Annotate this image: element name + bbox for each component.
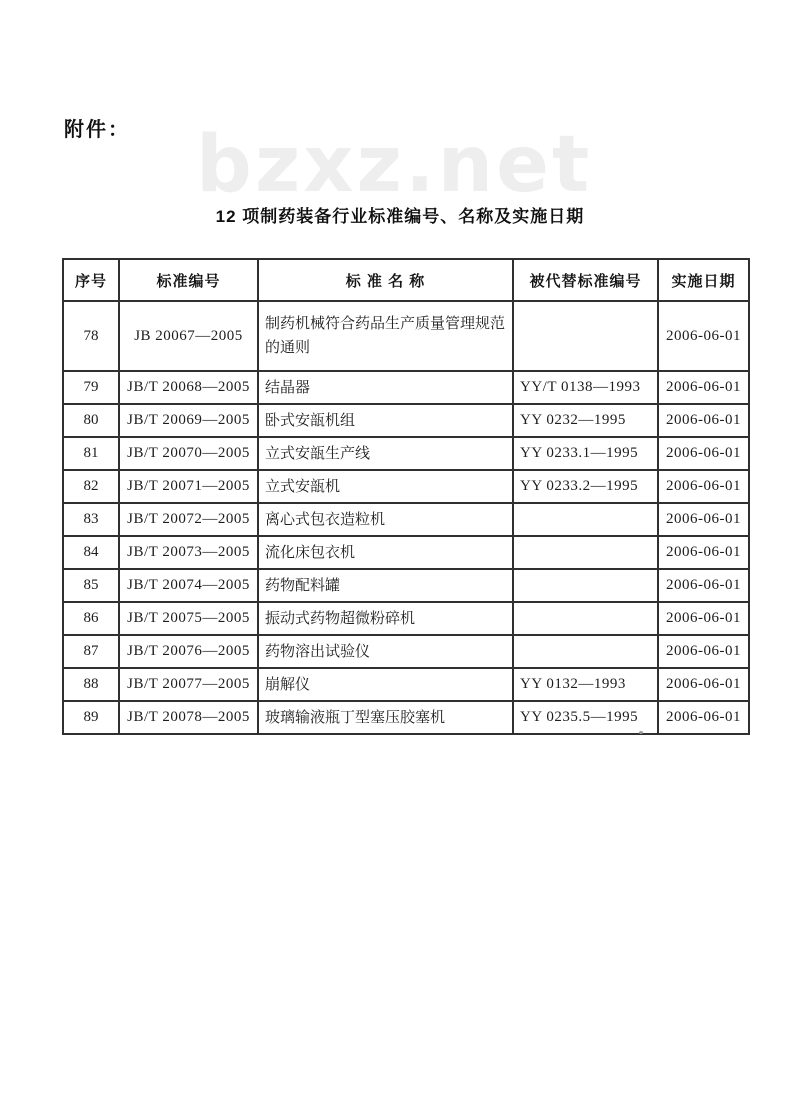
cell-standard-number: JB/T 20075—2005 xyxy=(119,602,258,635)
cell-implementation-date: 2006-06-01 xyxy=(658,404,749,437)
cell-standard-name: 流化床包衣机 xyxy=(258,536,513,569)
cell-standard-number: JB/T 20072—2005 xyxy=(119,503,258,536)
cell-standard-name: 离心式包衣造粒机 xyxy=(258,503,513,536)
cell-replaced-standard-number: YY 0233.2—1995 xyxy=(513,470,658,503)
cell-implementation-date: 2006-06-01 xyxy=(658,301,749,371)
cell-replaced-standard-number xyxy=(513,602,658,635)
cell-standard-number: JB/T 20076—2005 xyxy=(119,635,258,668)
cell-implementation-date: 2006-06-01 xyxy=(658,371,749,404)
table-row xyxy=(63,371,749,404)
cell-standard-name: 立式安瓿生产线 xyxy=(258,437,513,470)
table-row xyxy=(63,701,749,734)
bzxz-watermark: bzxz.net xyxy=(196,120,593,210)
cell-replaced-standard-number xyxy=(513,569,658,602)
table-row xyxy=(63,569,749,602)
header-standard-number: 标准编号 xyxy=(119,259,258,301)
cell-replaced-standard-number: YY/T 0138—1993 xyxy=(513,371,658,404)
cell-standard-name: 卧式安瓿机组 xyxy=(258,404,513,437)
cell-serial-number: 80 xyxy=(63,404,119,437)
cell-implementation-date: 2006-06-01 xyxy=(658,536,749,569)
cell-implementation-date: 2006-06-01 xyxy=(658,470,749,503)
cell-serial-number: 84 xyxy=(63,536,119,569)
standards-table xyxy=(62,258,750,735)
cell-standard-name: 玻璃输液瓶丁型塞压胶塞机 xyxy=(258,701,513,734)
table-row xyxy=(63,536,749,569)
cell-replaced-standard-number: YY 0132—1993 xyxy=(513,668,658,701)
header-row xyxy=(63,259,749,301)
cell-standard-name: 立式安瓿机 xyxy=(258,470,513,503)
cell-standard-name: 药物配料罐 xyxy=(258,569,513,602)
cell-implementation-date: 2006-06-01 xyxy=(658,701,749,734)
cell-implementation-date: 2006-06-01 xyxy=(658,602,749,635)
document-title: 12 项制药装备行业标准编号、名称及实施日期 xyxy=(215,207,585,226)
cell-serial-number: 86 xyxy=(63,602,119,635)
cell-serial-number: 82 xyxy=(63,470,119,503)
table-row xyxy=(63,668,749,701)
cell-standard-name: 振动式药物超微粉碎机 xyxy=(258,602,513,635)
cell-serial-number: 89 xyxy=(63,701,119,734)
table-row xyxy=(63,503,749,536)
cell-standard-name: 药物溶出试验仪 xyxy=(258,635,513,668)
header-standard-name: 标 准 名 称 xyxy=(258,259,513,301)
cell-serial-number: 85 xyxy=(63,569,119,602)
cell-standard-number: JB/T 20073—2005 xyxy=(119,536,258,569)
standards-table-body xyxy=(63,301,749,734)
cell-standard-name: 结晶器 xyxy=(258,371,513,404)
cell-implementation-date: 2006-06-01 xyxy=(658,503,749,536)
table-row xyxy=(63,437,749,470)
cell-standard-number: JB/T 20077—2005 xyxy=(119,668,258,701)
cell-standard-number: JB/T 20078—2005 xyxy=(119,701,258,734)
cell-standard-number: JB/T 20070—2005 xyxy=(119,437,258,470)
cell-serial-number: 79 xyxy=(63,371,119,404)
cell-implementation-date: 2006-06-01 xyxy=(658,437,749,470)
cell-standard-name: 崩解仪 xyxy=(258,668,513,701)
header-serial-number: 序号 xyxy=(63,259,119,301)
scan-artifact-speck xyxy=(639,731,643,734)
cell-standard-number: JB/T 20069—2005 xyxy=(119,404,258,437)
cell-replaced-standard-number xyxy=(513,536,658,569)
table-row xyxy=(63,404,749,437)
table-row xyxy=(63,602,749,635)
cell-standard-number: JB 20067—2005 xyxy=(119,301,258,371)
cell-serial-number: 88 xyxy=(63,668,119,701)
cell-replaced-standard-number: YY 0232—1995 xyxy=(513,404,658,437)
table-row xyxy=(63,635,749,668)
cell-replaced-standard-number: YY 0235.5—1995 xyxy=(513,701,658,734)
cell-serial-number: 78 xyxy=(63,301,119,371)
cell-standard-name: 制药机械符合药品生产质量管理规范的通则 xyxy=(258,301,513,371)
cell-implementation-date: 2006-06-01 xyxy=(658,569,749,602)
cell-replaced-standard-number xyxy=(513,635,658,668)
header-replaced-standard-number: 被代替标准编号 xyxy=(513,259,658,301)
cell-serial-number: 87 xyxy=(63,635,119,668)
cell-serial-number: 81 xyxy=(63,437,119,470)
cell-serial-number: 83 xyxy=(63,503,119,536)
cell-standard-number: JB/T 20068—2005 xyxy=(119,371,258,404)
table-row xyxy=(63,301,749,371)
cell-replaced-standard-number: YY 0233.1—1995 xyxy=(513,437,658,470)
cell-standard-number: JB/T 20071—2005 xyxy=(119,470,258,503)
cell-implementation-date: 2006-06-01 xyxy=(658,668,749,701)
standards-table-header xyxy=(63,259,749,301)
cell-standard-number: JB/T 20074—2005 xyxy=(119,569,258,602)
cell-replaced-standard-number xyxy=(513,503,658,536)
cell-replaced-standard-number xyxy=(513,301,658,371)
header-implementation-date: 实施日期 xyxy=(658,259,749,301)
table-row xyxy=(63,470,749,503)
attachment-label: 附件： xyxy=(64,119,130,141)
cell-implementation-date: 2006-06-01 xyxy=(658,635,749,668)
